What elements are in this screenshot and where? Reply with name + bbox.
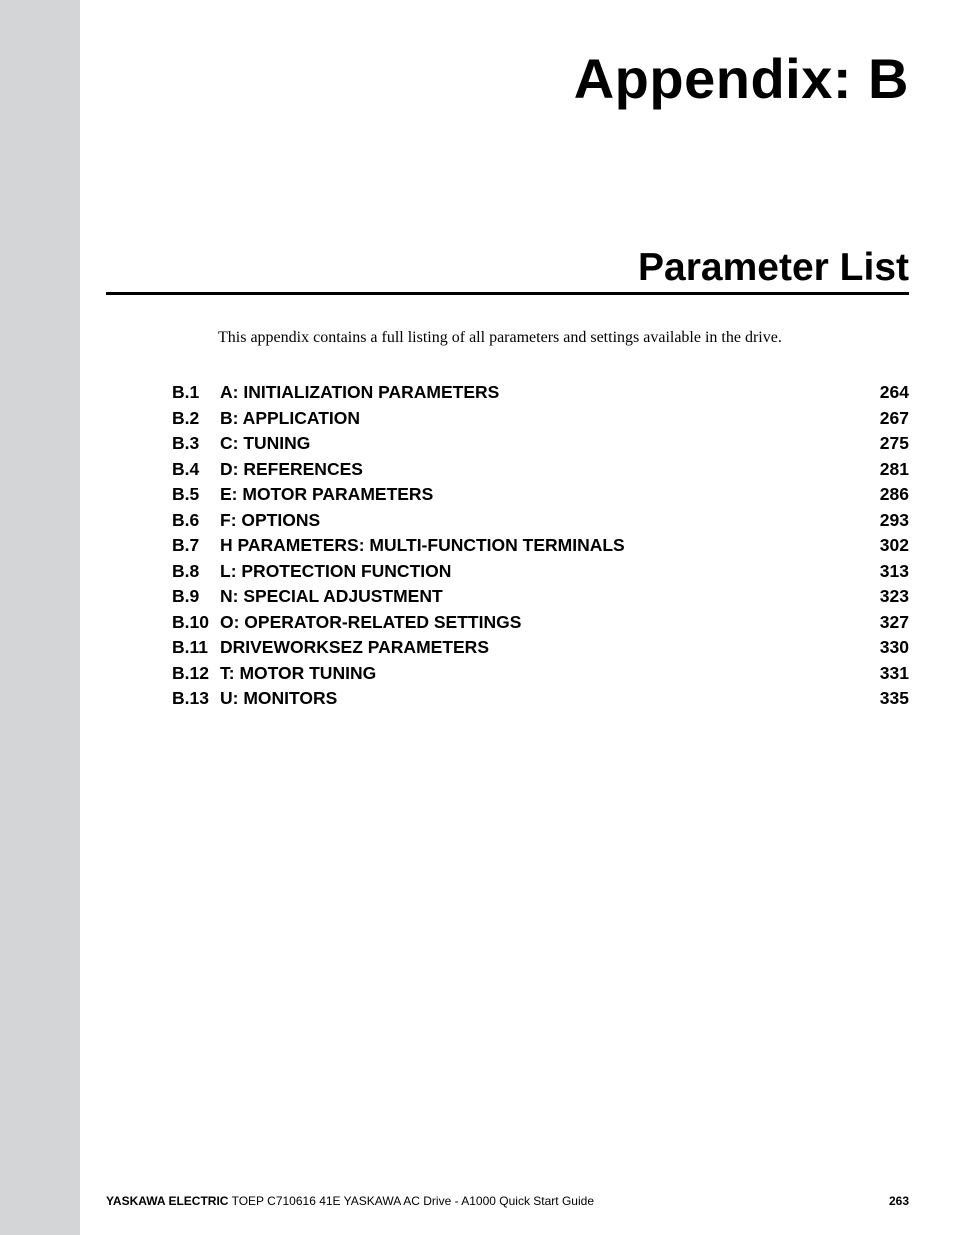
toc-entry-number: B.2 <box>172 407 200 428</box>
toc-entry[interactable] <box>172 406 909 432</box>
toc-entry[interactable] <box>172 584 909 610</box>
toc-entry[interactable] <box>172 431 909 457</box>
toc-entry-title: H PARAMETERS: MULTI-FUNCTION TERMINALS <box>220 535 625 555</box>
footer-page-number: 263 <box>888 1194 909 1208</box>
toc-entry-number: B.9 <box>172 586 200 606</box>
toc-entry-title: C: TUNING <box>220 433 311 453</box>
toc-entry[interactable] <box>172 559 909 585</box>
toc-entry[interactable] <box>172 686 909 712</box>
section-title: Parameter List <box>638 246 909 289</box>
appendix-title: Appendix: B <box>573 47 909 110</box>
toc-entry-page: 275 <box>879 433 909 453</box>
toc-entry-number: B.8 <box>172 560 200 581</box>
toc-entry[interactable] <box>172 482 909 508</box>
toc-entry[interactable] <box>172 508 909 534</box>
toc-entry-page: 335 <box>879 688 909 708</box>
toc-entry-number: B.5 <box>172 484 200 504</box>
toc-entry-number: B.10 <box>172 611 209 632</box>
footer-doc-title: TOEP C710616 41E YASKAWA AC Drive - A1000 Quick Start Guide <box>228 1194 594 1208</box>
toc-entry-number: B.12 <box>172 662 209 683</box>
table-of-contents <box>172 380 909 712</box>
toc-entry-page: 331 <box>879 662 909 683</box>
toc-entry-number: B.7 <box>172 535 200 555</box>
toc-entry-title: D: REFERENCES <box>220 458 363 479</box>
toc-entry-title: U: MONITORS <box>220 688 338 708</box>
toc-entry-title: O: OPERATOR-RELATED SETTINGS <box>220 611 522 632</box>
side-band <box>0 0 80 1235</box>
toc-entry-title: T: MOTOR TUNING <box>220 662 377 683</box>
toc-entry-number: B.11 <box>172 637 208 657</box>
toc-entry-title: B: APPLICATION <box>220 407 360 428</box>
toc-entry-page: 286 <box>879 484 909 504</box>
toc-entry[interactable] <box>172 533 909 559</box>
intro-paragraph: This appendix contains a full listing of all parameters and settings available in the drive. <box>218 329 782 346</box>
toc-entry-title: DRIVEWORKSEZ PARAMETERS <box>220 637 489 657</box>
toc-entry-title: L: PROTECTION FUNCTION <box>220 560 452 581</box>
toc-entry-page: 293 <box>879 509 909 530</box>
toc-entry-title: N: SPECIAL ADJUSTMENT <box>220 586 443 606</box>
toc-entry[interactable] <box>172 610 909 636</box>
toc-entry-page: 323 <box>879 586 909 606</box>
toc-entry[interactable] <box>172 380 909 406</box>
footer-brand: YASKAWA ELECTRIC <box>106 1194 229 1208</box>
title-divider <box>106 292 909 295</box>
toc-entry-page: 267 <box>879 407 909 428</box>
toc-entry[interactable] <box>172 635 909 661</box>
toc-entry[interactable] <box>172 457 909 483</box>
toc-entry-title: A: INITIALIZATION PARAMETERS <box>220 382 500 402</box>
toc-entry-number: B.3 <box>172 433 200 453</box>
toc-entry-number: B.1 <box>172 382 200 402</box>
footer-doc-info <box>106 1193 594 1209</box>
toc-entry[interactable] <box>172 661 909 687</box>
toc-entry-page: 264 <box>879 382 909 402</box>
toc-entry-title: F: OPTIONS <box>220 509 321 530</box>
toc-entry-page: 327 <box>879 611 909 632</box>
toc-entry-page: 330 <box>879 637 909 657</box>
toc-entry-number: B.6 <box>172 509 200 530</box>
page-footer <box>106 1193 909 1209</box>
toc-entry-title: E: MOTOR PARAMETERS <box>220 484 434 504</box>
toc-entry-page: 281 <box>879 458 909 479</box>
toc-entry-number: B.4 <box>172 458 200 479</box>
toc-entry-page: 313 <box>879 560 909 581</box>
toc-entry-number: B.13 <box>172 688 209 708</box>
toc-entry-page: 302 <box>879 535 909 555</box>
